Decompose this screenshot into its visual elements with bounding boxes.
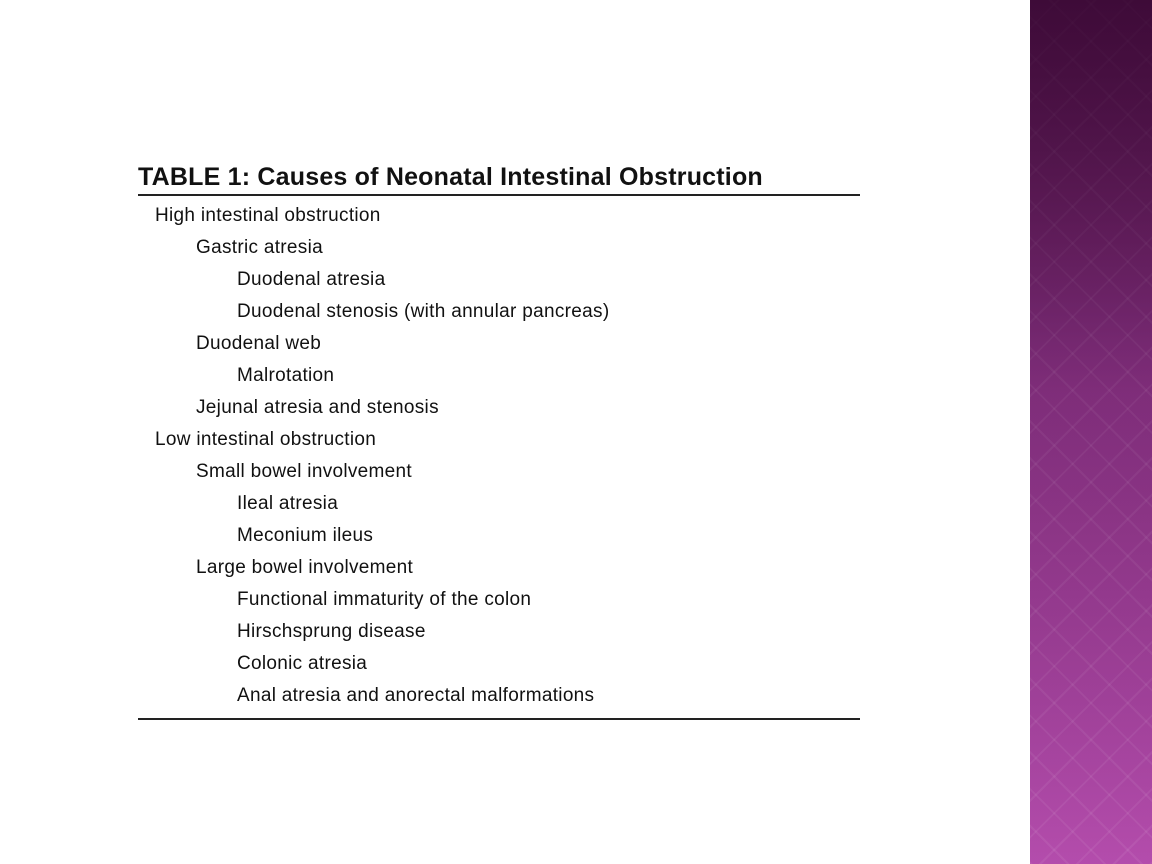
table-row: Duodenal web (196, 333, 322, 354)
table-row: Hirschsprung disease (237, 621, 426, 642)
decorative-side-band (1030, 0, 1152, 864)
table-bottom-rule (138, 718, 860, 720)
table-row: Duodenal atresia (237, 269, 386, 290)
table-row: Duodenal stenosis (with annular pancreas) (237, 301, 610, 322)
table-row: Colonic atresia (237, 653, 368, 674)
table-row: Functional immaturity of the colon (237, 589, 532, 610)
table-row: Ileal atresia (237, 493, 339, 514)
table-row: Jejunal atresia and stenosis (196, 397, 439, 418)
table-row: Low intestinal obstruction (155, 429, 377, 450)
table-row: Meconium ileus (237, 525, 374, 546)
table-title-text: Causes of Neonatal Intestinal Obstruction (257, 163, 763, 191)
table-row: High intestinal obstruction (155, 205, 381, 226)
table-title (138, 164, 860, 194)
table-row: Anal atresia and anorectal malformations (237, 685, 595, 706)
table-row: Small bowel involvement (196, 461, 412, 482)
table-rows (138, 196, 860, 718)
causes-table (138, 164, 860, 720)
table-title-prefix: TABLE 1: (138, 163, 258, 191)
table-row: Large bowel involvement (196, 557, 414, 578)
table-row: Malrotation (237, 365, 335, 386)
table-row: Gastric atresia (196, 237, 323, 258)
